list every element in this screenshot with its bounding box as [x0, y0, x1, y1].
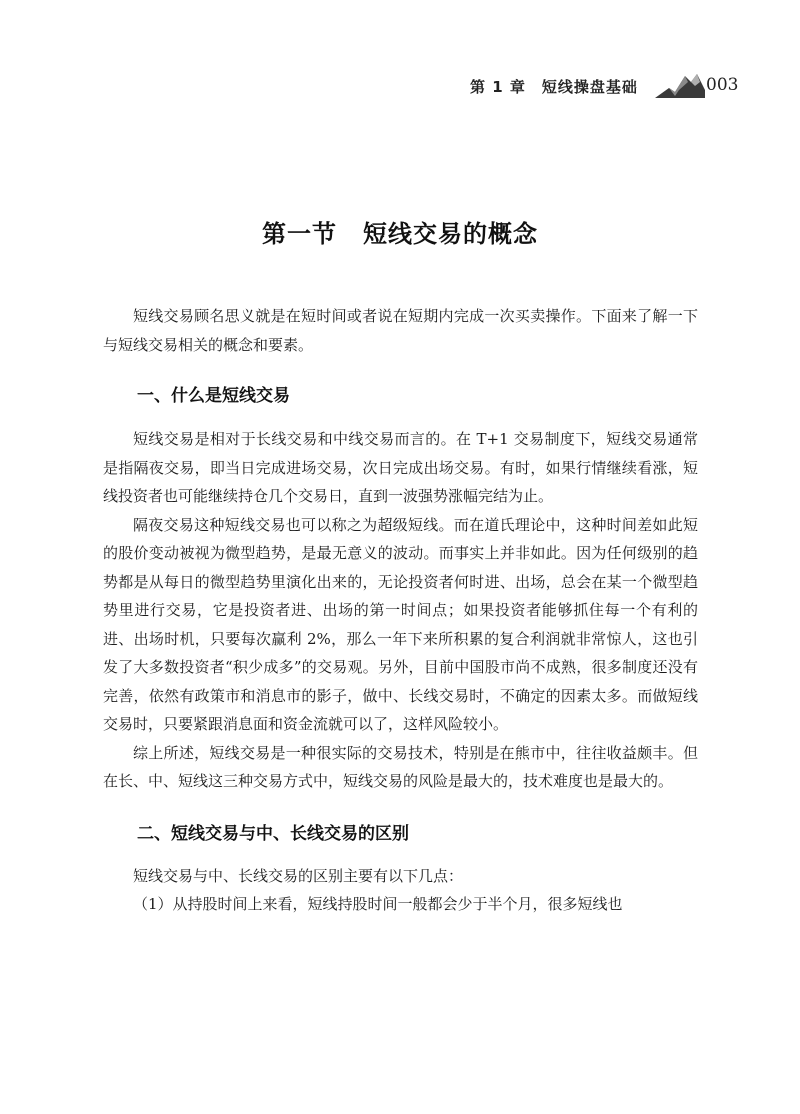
heading-differences: 二、短线交易与中、长线交易的区别: [137, 823, 409, 844]
heading-what-is-short-term-trading: 一、什么是短线交易: [137, 386, 290, 406]
paragraph: 隔夜交易这种短线交易也可以称之为超级短线。而在道氏理论中，这种时间差如此短的股价变动被视为微型趋势，是最无意义的波动。而事实上并非如此。因为任何级别的趋势都是从每日的微型趋势里演化出来的，无论投资者何时进、出场，总会在某一个微型趋势里进行交易，它是投资者进、出场的第一时间点；如果投资者能够抓住每一个有利的进、出场时机，只要每次赢利 2%，那么一年下来所积累的复合利润就非常惊人，这也引发了大多数投资者“积少成多”的交易观。另外，目前中国股市尚不成熟，很多制度还没有完善，依然有政策市和消息市的影子，做中、长线交易时，不确定的因素太多。而做短线交易时，只要紧跟消息面和资金流就可以了，这样风险较小。: [103, 515, 698, 733]
section-title: [0, 214, 800, 249]
paragraph: 综上所述，短线交易是一种很实际的交易技术，特别是在熊市中，往往收益颇丰。但在长、中、短线这三种交易方式中，短线交易的风险是最大的，技术难度也是最大的。: [103, 743, 698, 790]
paragraph: 短线交易是相对于长线交易和中线交易而言的。在 T+1 交易制度下，短线交易通常是指隔夜交易，即当日完成进场交易，次日完成出场交易。有时，如果行情继续看涨，短线投资者也可能继续持仓几个交易日，直到一波强势涨幅完结为止。: [103, 430, 698, 505]
mountain-logo-icon: [655, 68, 705, 102]
paragraph: （1）从持股时间上来看，短线持股时间一般都会少于半个月，很多短线也: [133, 895, 623, 913]
chapter-title: 第 1 章 短线操盘基础: [470, 78, 638, 96]
main-text: [103, 302, 698, 919]
intro-paragraph: 短线交易顾名思义就是在短时间或者说在短期内完成一次买卖操作。下面来了解一下与短线交易相关的概念和要素。: [103, 307, 698, 354]
paragraph: 短线交易与中、长线交易的区别主要有以下几点：: [133, 866, 464, 885]
section-name: 短线交易的概念: [363, 220, 538, 248]
running-header: [440, 68, 740, 104]
section-number: 第一节: [262, 220, 337, 248]
page-number: 003: [706, 75, 739, 95]
